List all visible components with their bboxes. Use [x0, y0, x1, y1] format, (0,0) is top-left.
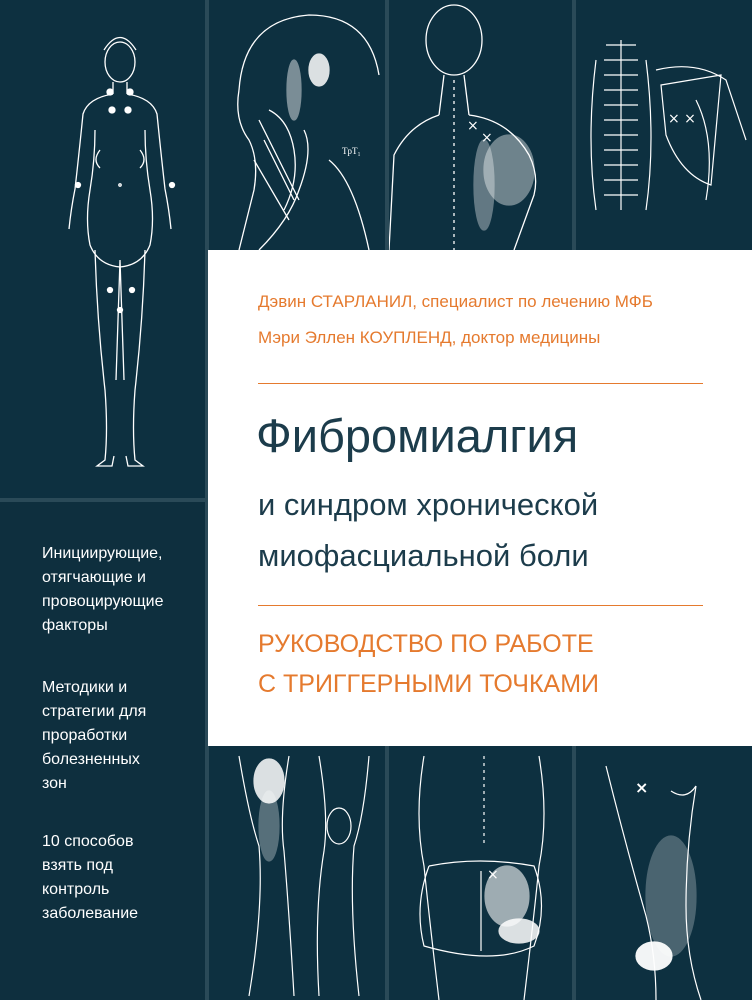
subtitle-line2: С ТРИГГЕРНЫМИ ТОЧКАМИ [258, 670, 600, 698]
feature-block-control: 10 способов взять под контроль заболевание [42, 833, 139, 922]
neck-label: TpT₁ [342, 146, 361, 156]
feature-block-factors: Инициирующие, отягчающие и провоцирующие факторы [42, 545, 164, 634]
illustration-upper-back [389, 0, 572, 250]
subtitle-line1: РУКОВОДСТВО ПО РАБОТЕ [258, 630, 594, 658]
svg-text:×: × [635, 778, 649, 797]
illustration-hip-leg [576, 746, 752, 1000]
feature-block-methods: Методики и стратегии для проработки болезненных зон [42, 679, 147, 792]
author-1: Дэвин СТАРЛАНИЛ, специалист по лечению МФБ [258, 292, 653, 311]
book-title-line2: и синдром хронической [258, 487, 599, 522]
divider-top [258, 383, 703, 384]
svg-text:×: × [487, 867, 499, 883]
trigger-marker: × [467, 118, 479, 134]
book-title: Фибромиалгия [256, 409, 579, 462]
trigger-marker: × [481, 130, 493, 146]
separator-horizontal [0, 498, 205, 502]
author-2: Мэри Эллен КОУПЛЕНД, доктор медицины [258, 328, 601, 347]
divider-bottom [258, 605, 703, 606]
svg-text:× ×: × × [668, 111, 696, 127]
illustration-full-body [0, 0, 205, 498]
illustration-knees [209, 746, 385, 1000]
illustration-neck-profile [209, 0, 385, 250]
book-title-line3: миофасциальной боли [258, 538, 589, 573]
illustration-spine-scapula [576, 0, 752, 250]
illustration-lower-back [389, 746, 572, 1000]
title-box [208, 250, 752, 746]
